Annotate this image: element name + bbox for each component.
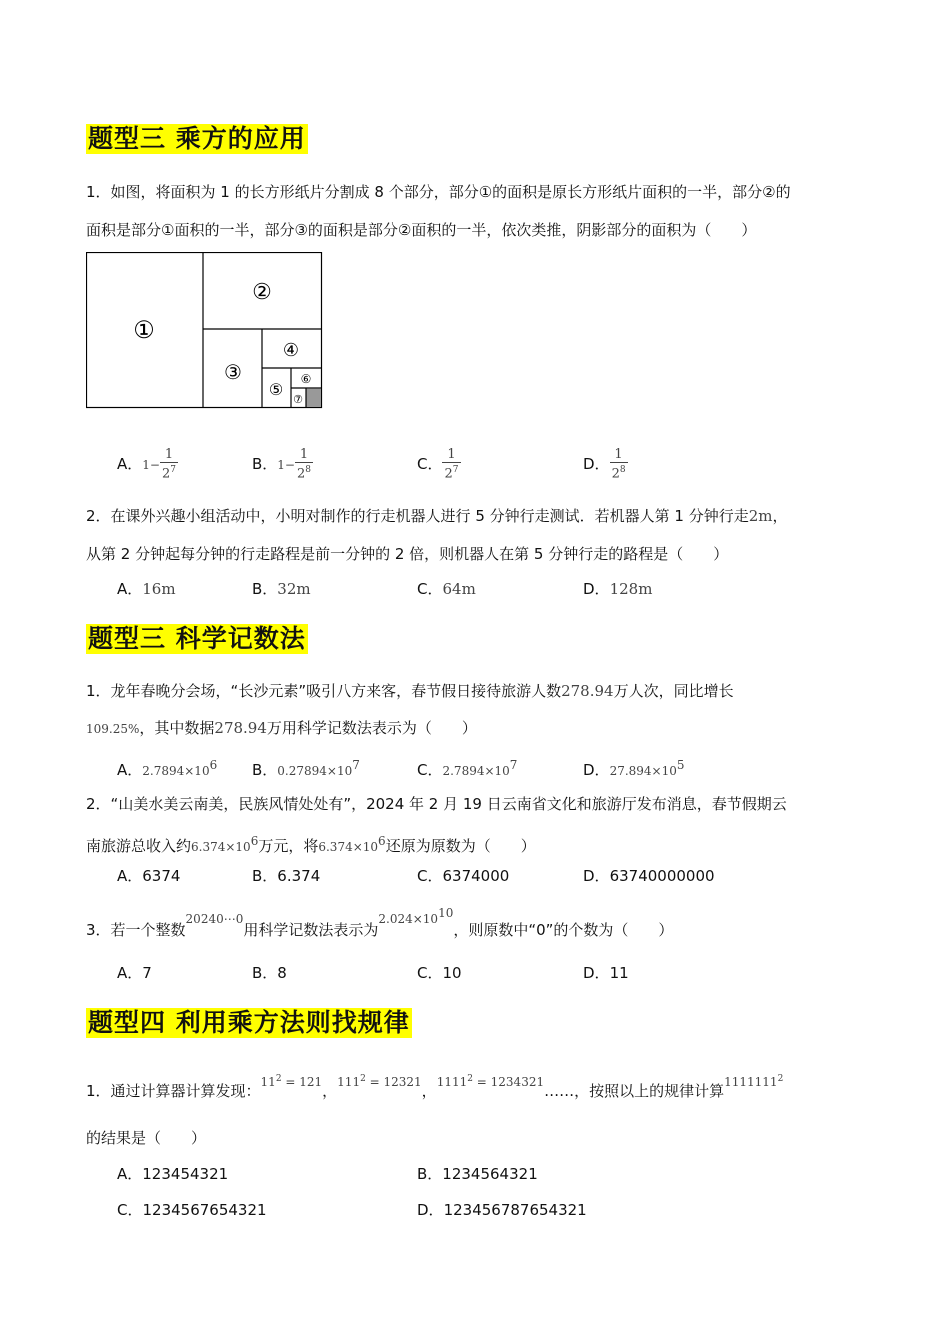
- math: 278.94: [214, 719, 267, 737]
- option-value: 10: [442, 964, 462, 982]
- q4-option-c[interactable]: [417, 865, 509, 887]
- q6-stem-line2: 的结果是（ ）: [86, 1129, 207, 1147]
- option-letter: A．: [117, 455, 143, 474]
- option-value: 6.374: [277, 867, 321, 885]
- option-value: 1234567654321: [142, 1201, 267, 1219]
- option-letter: C．: [417, 455, 443, 474]
- exp: 2: [777, 1074, 784, 1084]
- option-letter: B．: [252, 761, 278, 779]
- text: 万人次，同比增长: [613, 682, 734, 700]
- option-letter: C．: [417, 964, 443, 982]
- denominator: [295, 463, 313, 481]
- option-value: 8: [277, 964, 287, 982]
- text: ，: [772, 507, 788, 525]
- option-letter: D．: [583, 455, 610, 474]
- option-letter: B．: [417, 1165, 443, 1183]
- q3-stem-line2: [86, 717, 477, 740]
- den-exp: 8: [619, 465, 626, 475]
- q2-option-d[interactable]: [583, 578, 652, 600]
- part-4-label: ④: [282, 340, 300, 361]
- exp: 2: [467, 1074, 473, 1084]
- text: 南旅游总收入约: [86, 837, 192, 855]
- q5-option-b[interactable]: [252, 962, 287, 984]
- math: 109.25%: [86, 722, 140, 736]
- option-exp: 5: [676, 758, 685, 772]
- q1-option-d[interactable]: [583, 448, 628, 481]
- option-base: 0.27894×10: [277, 764, 353, 778]
- q6-option-d[interactable]: [417, 1199, 587, 1221]
- option-letter: D．: [583, 964, 610, 982]
- exp: 2: [360, 1074, 366, 1084]
- option-d-fraction: [610, 448, 628, 481]
- q5-option-a[interactable]: [117, 962, 152, 984]
- q6-stem-line1: [86, 1074, 784, 1103]
- option-letter: D．: [417, 1201, 444, 1219]
- option-letter: A．: [117, 761, 143, 779]
- q6-option-b[interactable]: [417, 1163, 538, 1185]
- numerator: 1: [160, 448, 178, 463]
- option-letter: B．: [252, 964, 278, 982]
- option-base: 27.894×10: [609, 764, 677, 778]
- option-value: 123456787654321: [443, 1201, 587, 1219]
- q3-option-b[interactable]: [252, 754, 360, 782]
- option-value: 7: [142, 964, 152, 982]
- math: 2m: [748, 507, 773, 525]
- result: = 1234321: [472, 1075, 545, 1089]
- numerator: 1: [442, 448, 460, 463]
- math: 20240⋯0: [185, 912, 244, 926]
- option-letter: A．: [117, 867, 143, 885]
- q5-option-d[interactable]: [583, 962, 629, 984]
- expr-4: [724, 1075, 783, 1089]
- denominator: [160, 463, 178, 481]
- option-base: 2.7894×10: [142, 764, 210, 778]
- q1-option-c[interactable]: [417, 448, 461, 481]
- q4-stem-line2: [86, 830, 536, 858]
- option-value: 63740000000: [609, 867, 715, 885]
- option-letter: C．: [117, 1201, 143, 1219]
- den-base: 2: [444, 466, 453, 482]
- option-letter: D．: [583, 580, 610, 598]
- math: 6.374×10: [318, 840, 379, 854]
- text: 万元，将: [258, 837, 319, 855]
- option-exp: 7: [352, 758, 360, 772]
- option-letter: D．: [583, 867, 610, 885]
- q1-stem-line1: 1．如图，将面积为 1 的长方形纸片分割成 8 个部分，部分①的面积是原长方形纸片面积的一半，部分②的: [86, 183, 791, 201]
- text: 用科学记数法表示为: [243, 921, 379, 939]
- result: = 12321: [365, 1075, 422, 1089]
- numerator: 1: [295, 448, 313, 463]
- text: ，其中数据: [139, 719, 215, 737]
- option-letter: B．: [252, 580, 278, 598]
- option-letter: A．: [117, 1165, 143, 1183]
- part-5-label: ⑤: [268, 380, 284, 399]
- q3-stem-line1: [86, 680, 734, 702]
- part-6-label: ⑥: [300, 372, 312, 386]
- den-base: 2: [161, 466, 171, 482]
- exp: 2: [275, 1074, 282, 1084]
- den-exp: 8: [305, 465, 312, 475]
- math: 278.94: [561, 682, 614, 700]
- text: 还原为原数为（ ）: [385, 837, 536, 855]
- q4-stem-line1: 2．“山美水美云南美，民族风情处处有”，2024 年 2 月 19 日云南省文化和旅游厅发布消息，春节假期云: [86, 795, 787, 813]
- option-letter: B．: [252, 867, 278, 885]
- option-value: 1234564321: [442, 1165, 538, 1183]
- q5-option-c[interactable]: [417, 962, 462, 984]
- section-title-power-application: [86, 124, 308, 154]
- den-exp: 7: [452, 465, 459, 475]
- option-value: 32m: [277, 580, 311, 598]
- option-a-prefix: 1−: [142, 458, 160, 473]
- den-exp: 7: [170, 465, 176, 475]
- q2-stem-line2: 从第 2 分钟起每分钟的行走路程是前一分钟的 2 倍，则机器人在第 5 分钟行走的路程是（ ）: [86, 545, 729, 563]
- q6-option-a[interactable]: [117, 1163, 228, 1185]
- text: ，则原数中“0”的个数为（ ）: [453, 921, 674, 939]
- expr-3: [437, 1075, 544, 1089]
- result: = 121: [281, 1075, 323, 1089]
- section-title-text: 题型三 乘方的应用: [88, 124, 306, 153]
- option-b-fraction: [295, 448, 313, 481]
- expr-1: [261, 1075, 323, 1089]
- q2-stem-line1: [86, 505, 788, 527]
- q5-stem-line1: [86, 906, 674, 942]
- part-2-label: ②: [252, 280, 272, 305]
- part-7-label: ⑦: [293, 393, 303, 406]
- q2-option-b[interactable]: [252, 578, 311, 600]
- q2-option-c[interactable]: [417, 578, 476, 600]
- part-1-label: ①: [133, 316, 155, 344]
- option-value: 123454321: [142, 1165, 229, 1183]
- section-title-scientific-notation: [86, 624, 308, 654]
- option-value: 11: [609, 964, 629, 982]
- option-letter: D．: [583, 761, 610, 779]
- section-title-power-patterns: [86, 1008, 412, 1038]
- base: 1111111: [724, 1075, 778, 1089]
- q4-option-d[interactable]: [583, 865, 715, 887]
- separator: ，: [322, 1082, 338, 1100]
- option-exp: 6: [209, 758, 218, 772]
- math-exp: 10: [438, 906, 454, 920]
- math: 6.374×10: [191, 840, 251, 854]
- q3-option-a[interactable]: [117, 754, 217, 782]
- denominator: [610, 463, 628, 481]
- text: 1．通过计算器计算发现：: [86, 1082, 261, 1100]
- expr-2: [337, 1075, 422, 1089]
- option-letter: C．: [417, 761, 443, 779]
- q1-stem-line2: 面积是部分①面积的一半，部分③的面积是部分②面积的一半，依次类推，阴影部分的面积为（ ）: [86, 221, 757, 239]
- math-exp: 6: [250, 834, 259, 848]
- text: 万用科学记数法表示为（ ）: [266, 719, 477, 737]
- math: 2.024×10: [378, 912, 439, 926]
- option-b-prefix: 1−: [277, 458, 295, 473]
- part-3-label: ③: [224, 360, 242, 384]
- partition-svg: [86, 252, 326, 412]
- option-exp: 7: [509, 758, 518, 772]
- option-letter: C．: [417, 867, 443, 885]
- q3-option-d[interactable]: [583, 754, 685, 782]
- separator: ，: [421, 1082, 437, 1100]
- q6-option-c[interactable]: [117, 1199, 267, 1221]
- section-title-text: 题型四 利用乘方法则找规律: [88, 1008, 410, 1037]
- option-value: 6374: [142, 867, 181, 885]
- math-exp: 6: [378, 834, 386, 848]
- option-letter: A．: [117, 580, 143, 598]
- base: 1111: [436, 1075, 468, 1089]
- option-value: 16m: [142, 580, 176, 598]
- q3-option-c[interactable]: [417, 754, 517, 782]
- text: ……，按照以上的规律计算: [544, 1082, 725, 1100]
- option-letter: B．: [252, 455, 278, 474]
- denominator: [442, 463, 460, 481]
- option-base: 2.7894×10: [442, 764, 510, 778]
- q2-option-a[interactable]: [117, 578, 176, 600]
- section-title-text: 题型三 科学记数法: [88, 624, 306, 653]
- q1-option-a[interactable]: [117, 448, 178, 481]
- option-value: 128m: [609, 580, 653, 598]
- base: 111: [337, 1075, 361, 1089]
- option-letter: A．: [117, 964, 143, 982]
- q4-option-a[interactable]: [117, 865, 180, 887]
- base: 11: [260, 1075, 276, 1089]
- rectangle-partition-diagram: [86, 252, 326, 416]
- option-a-fraction: [160, 448, 178, 481]
- den-base: 2: [297, 466, 306, 482]
- option-letter: C．: [417, 580, 443, 598]
- option-c-fraction: [442, 448, 460, 481]
- text: 2．在课外兴趣小组活动中，小明对制作的行走机器人进行 5 分钟行走测试．若机器人第 1 分钟行走: [86, 507, 749, 525]
- q4-option-b[interactable]: [252, 865, 320, 887]
- numerator: 1: [610, 448, 628, 463]
- q1-option-b[interactable]: [252, 448, 313, 481]
- option-value: 64m: [442, 580, 476, 598]
- text: 1．龙年春晚分会场，“长沙元素”吸引八方来客，春节假日接待旅游人数: [86, 682, 562, 700]
- option-value: 6374000: [442, 867, 510, 885]
- den-base: 2: [611, 466, 620, 482]
- text: 3．若一个整数: [86, 921, 186, 939]
